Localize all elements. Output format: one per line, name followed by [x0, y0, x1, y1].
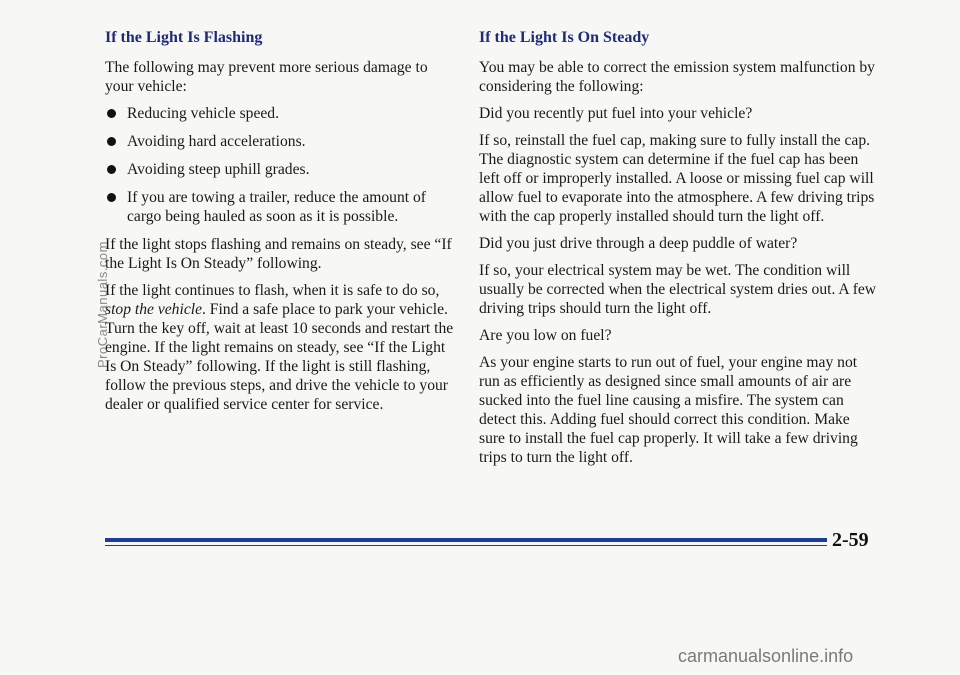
- list-item: [105, 160, 460, 179]
- steady-intro-paragraph: You may be able to correct the emission system malfunction by considering the following:: [479, 59, 875, 95]
- water-question: Did you just drive through a deep puddle of water?: [479, 235, 798, 252]
- fuel-question: Did you recently put fuel into your vehicle?: [479, 105, 753, 122]
- bullet-icon: [107, 137, 116, 146]
- list-item: [105, 132, 460, 151]
- bullet-text: Reducing vehicle speed.: [127, 105, 279, 122]
- bullet-text: Avoiding hard accelerations.: [127, 133, 306, 150]
- page-number: 2-59: [832, 529, 869, 551]
- bottom-watermark: carmanualsonline.info: [678, 646, 854, 666]
- footer-rule-thin: [105, 545, 827, 546]
- stop-vehicle-emphasis: stop the vehicle: [105, 301, 202, 318]
- bullet-icon: [107, 193, 116, 202]
- fuel-cap-paragraph: If so, reinstall the fuel cap, making sure to fully install the cap. The diagnostic system can determine if the fuel cap has been left off or improperly installed. A loose or missing fuel cap will allow fuel to evaporate into the atmosphere. A few driving trips with the cap properly installed should turn the light off.: [479, 132, 875, 225]
- bullet-icon: [107, 165, 116, 174]
- bullet-text: If you are towing a trailer, reduce the amount of cargo being hauled as soon as it is possible.: [127, 189, 426, 225]
- list-item: [105, 104, 460, 123]
- bullet-list: [105, 104, 460, 226]
- left-column: [105, 28, 460, 422]
- low-fuel-question: Are you low on fuel?: [479, 327, 612, 344]
- misfire-paragraph: As your engine starts to run out of fuel, your engine may not run as efficiently as designed since small amounts of air are sucked into the fuel line causing a misfire. The system can detect this. Adding fuel should correct this condition. Make sure to install the fuel cap properly. It will take a few driving trips to turn the light off.: [479, 354, 858, 466]
- heading-light-flashing: If the Light Is Flashing: [105, 29, 263, 46]
- intro-paragraph: The following may prevent more serious damage to your vehicle:: [105, 59, 428, 95]
- steady-reference-paragraph: If the light stops flashing and remains on steady, see “If the Light Is On Steady” following.: [105, 236, 452, 272]
- side-watermark: ProCarManuals.com: [95, 241, 110, 368]
- footer-rule: [105, 538, 827, 542]
- continue-flash-end: . Find a safe place to park your vehicle. Turn the key off, wait at least 10 seconds and restart the engine. If the light remains on steady, see “If the Light Is On Steady” following. If the light is still flashing, follow the previous steps, and drive the vehicle to your dealer or qualified service center for service.: [105, 301, 454, 413]
- heading-light-steady: If the Light Is On Steady: [479, 29, 650, 46]
- electrical-paragraph: If so, your electrical system may be wet. The condition will usually be corrected when the electrical system dries out. A few driving trips should turn the light off.: [479, 262, 877, 317]
- bullet-icon: [107, 109, 116, 118]
- bullet-text: Avoiding steep uphill grades.: [127, 161, 310, 178]
- continue-flash-paragraph: [105, 281, 460, 414]
- right-column: [479, 28, 877, 475]
- list-item: [105, 188, 460, 226]
- continue-flash-start: If the light continues to flash, when it is safe to do so,: [105, 282, 440, 299]
